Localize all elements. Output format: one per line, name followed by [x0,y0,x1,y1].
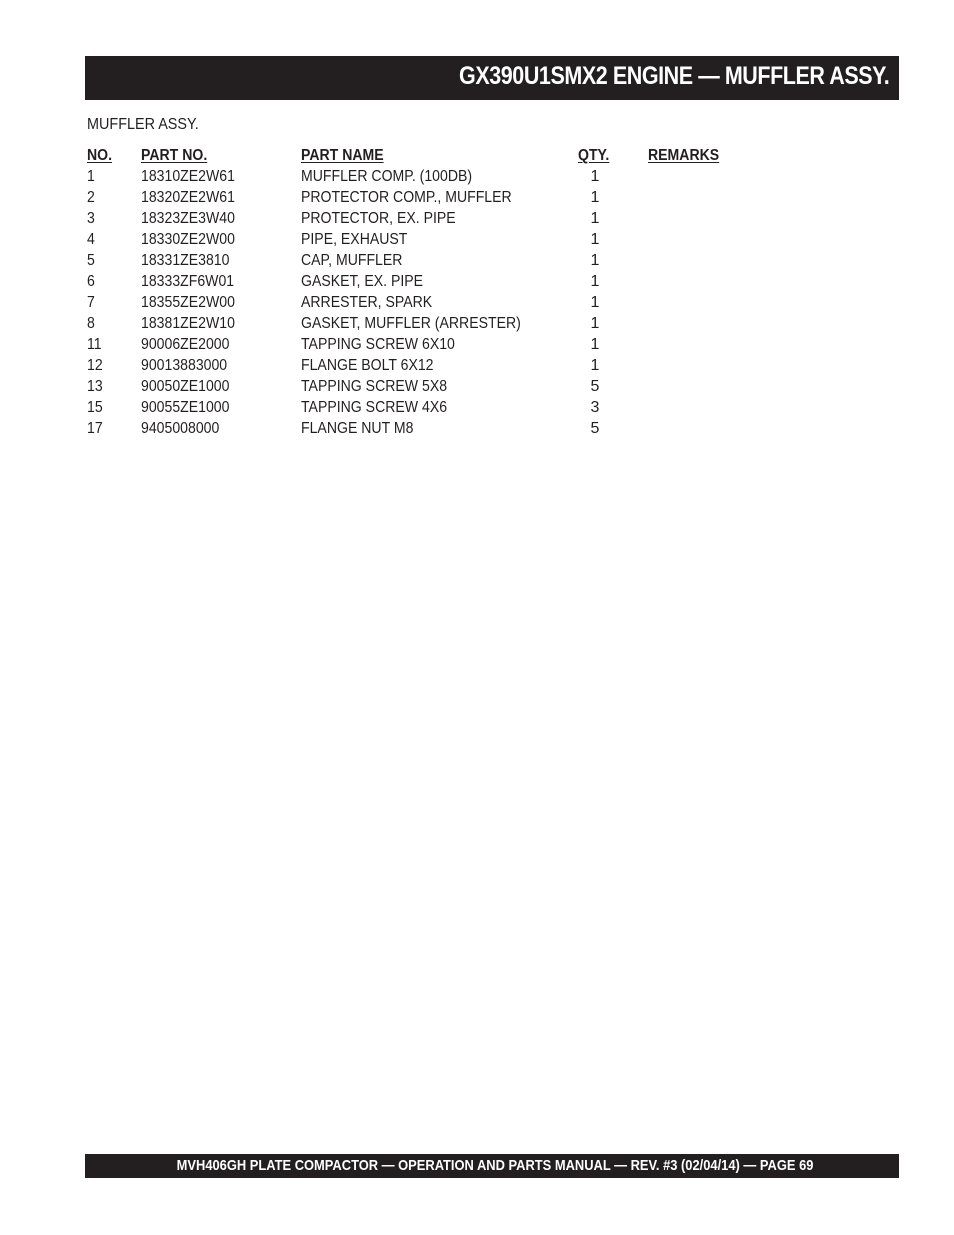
cell-qty: 1 [590,231,600,248]
cell-part-no: 18330ZE2W00 [141,231,235,248]
cell-qty: 1 [590,168,600,185]
cell-no: 5 [87,252,95,269]
cell-part-no: 18323ZE3W40 [141,210,235,227]
cell-no: 4 [87,231,95,248]
page-title-bar [85,56,899,100]
cell-qty: 1 [590,189,600,206]
cell-part-name: PROTECTOR COMP., MUFFLER [301,189,512,206]
column-header-part-name: PART NAME [301,147,384,164]
table-row [87,355,787,376]
table-row [87,418,787,439]
section-label: MUFFLER ASSY. [87,116,199,133]
cell-qty: 1 [590,357,600,374]
cell-qty: 1 [590,294,600,311]
table-header-row [87,145,787,166]
cell-no: 1 [87,168,95,185]
cell-qty: 1 [590,336,600,353]
cell-part-no: 90013883000 [141,357,228,374]
cell-part-name: PIPE, EXHAUST [301,231,408,248]
page-footer: MVH406GH PLATE COMPACTOR — OPERATION AND PARTS MANUAL — REV. #3 (02/04/14) — PAGE 69 [176,1157,813,1174]
table-row [87,313,787,334]
cell-no: 11 [87,336,102,353]
cell-part-no: 18310ZE2W61 [141,168,235,185]
cell-no: 2 [87,189,95,206]
table-row [87,208,787,229]
cell-part-name: TAPPING SCREW 6X10 [301,336,455,353]
cell-part-name: MUFFLER COMP. (100DB) [301,168,473,185]
parts-table [87,145,787,439]
cell-part-no: 18320ZE2W61 [141,189,235,206]
cell-part-name: TAPPING SCREW 5X8 [301,378,448,395]
cell-part-no: 18355ZE2W00 [141,294,235,311]
cell-part-no: 90050ZE1000 [141,378,230,395]
table-row [87,292,787,313]
cell-no: 17 [87,420,103,437]
cell-no: 8 [87,315,95,332]
table-row [87,250,787,271]
cell-part-no: 18333ZF6W01 [141,273,235,290]
cell-qty: 1 [590,315,600,332]
cell-qty: 1 [590,252,600,269]
cell-qty: 1 [590,273,600,290]
cell-qty: 5 [590,378,600,395]
cell-part-no: 90055ZE1000 [141,399,230,416]
cell-part-name: CAP, MUFFLER [301,252,403,269]
table-row [87,397,787,418]
cell-part-no: 9405008000 [141,420,220,437]
table-row [87,187,787,208]
cell-no: 6 [87,273,95,290]
cell-part-name: FLANGE NUT M8 [301,420,414,437]
cell-part-name: FLANGE BOLT 6X12 [301,357,434,374]
cell-no: 12 [87,357,103,374]
cell-part-no: 18331ZE3810 [141,252,230,269]
cell-no: 3 [87,210,95,227]
cell-part-name: ARRESTER, SPARK [301,294,433,311]
column-header-remarks: REMARKS [648,147,720,164]
cell-part-name: TAPPING SCREW 4X6 [301,399,448,416]
cell-qty: 3 [590,399,600,416]
page-footer-bar [85,1154,899,1178]
table-row [87,376,787,397]
cell-qty: 1 [590,210,600,227]
cell-part-name: PROTECTOR, EX. PIPE [301,210,456,227]
column-header-no: NO. [87,147,113,164]
column-header-part-no: PART NO. [141,147,208,164]
cell-no: 13 [87,378,103,395]
column-header-qty: QTY. [578,147,610,164]
table-body [87,166,787,439]
cell-no: 15 [87,399,103,416]
cell-no: 7 [87,294,95,311]
table-row [87,166,787,187]
cell-part-no: 90006ZE2000 [141,336,230,353]
cell-qty: 5 [590,420,600,437]
cell-part-name: GASKET, MUFFLER (ARRESTER) [301,315,521,332]
table-row [87,229,787,250]
page-title: GX390U1SMX2 ENGINE — MUFFLER ASSY. [458,62,889,90]
table-row [87,271,787,292]
table-row [87,334,787,355]
cell-part-no: 18381ZE2W10 [141,315,235,332]
cell-part-name: GASKET, EX. PIPE [301,273,424,290]
